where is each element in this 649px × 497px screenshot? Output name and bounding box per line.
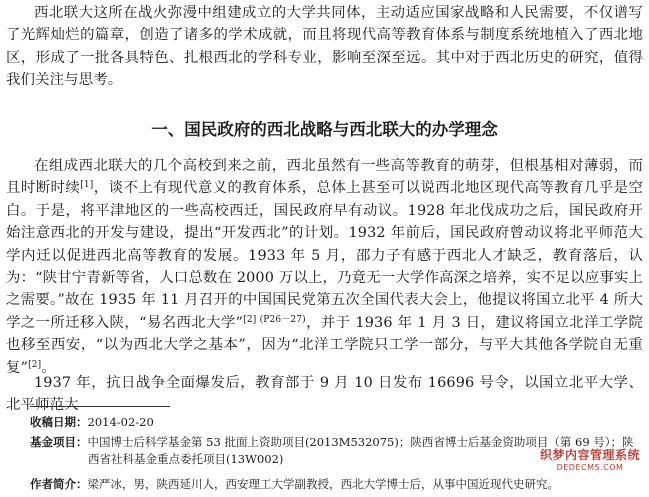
section-heading: 一、国民政府的西北战略与西北联大的办学理念 <box>151 120 498 139</box>
fund-value: 中国博士后科学基金第 53 批面上资助项目(2013M532075)；陕西省博士后基金资助项目（第 69 号）；陕 <box>87 435 634 449</box>
footnote-received <box>30 414 642 431</box>
fund-label: 基金项目： <box>30 435 88 449</box>
next-paragraph: 1937 年，抗日战争全面爆发后，教育部于 9 月 10 日发布 16696 号令，以国立北平大学、北平师范大 <box>6 375 643 414</box>
citation-2: [2] (P26－27) <box>243 314 306 325</box>
watermark-text: 织梦内容管理系统 <box>539 448 640 462</box>
watermark-url: DEDECMS.COM <box>556 463 624 472</box>
watermark <box>535 446 645 472</box>
body-text-3: ，并于 1936 年 1 月 3 日，建议将国立北洋工学院也移至西安，“以为西北大学之基本”，因为“北洋工学院只工学一部分，与平大其他各学院自无重复” <box>6 314 644 376</box>
intro-paragraph: 西北联大这所在战火弥漫中组建成立的大学共同体，主动适应国家战略和人民需要，不仅谱写了光辉灿烂的篇章，创造了诸多的学术成就，而且将现代高等教育体系与制度系统地植入了西北地区，形成了一批各具特色、扎根西北的学科专业，影响至深至远。其中对于西北历史的研究，值得我们关注与思考。 <box>6 5 643 89</box>
author-label: 作者简介： <box>30 477 88 491</box>
body-text-2: ，谈不上有现代意义的教育体系，总体上甚至可以说西北地区现代高等教育几乎是空白。于是，将平津地区的一些高校西迁，国民政府早有动议。1928 年北伐成功之后，国民政府开始注意西北的开发与建设，提出“开发西北”的计划。1932 年前后，国民政府曾动议将北平师范大学内迁以促进西北高等教育的发展。1933 年 5 月，邵力子有感于西北人才缺乏，教育落后，认为：“陕甘宁青新等省，人口总数在 2000 万以上，乃竟无一大学作高深之培养，实不足以应事实上之需要。”故在 1935 年 11 月召开的中国国民党第五次全国代表大会上，他提议将国立北平 4 所大学之一所迁移入陕，“易名西北大学” <box>6 180 643 331</box>
fund-value-continued: 西省社科基金重点委托项目(13W002) <box>88 452 284 466</box>
body-text-4: 。 <box>41 359 56 376</box>
received-value: 2014-02-20 <box>87 415 154 429</box>
author-value: 梁严冰，男，陕西延川人，西安理工大学副教授，西北大学博士后，从事中国近现代史研究。 <box>87 477 559 491</box>
footnote-divider <box>30 406 170 407</box>
footnote-author <box>30 476 642 493</box>
received-label: 收稿日期： <box>30 415 88 429</box>
body-paragraph <box>6 155 643 379</box>
citation-1: [1] <box>80 180 94 191</box>
body-text-1: 在组成西北联大的几个高校到来之前，西北虽然有一些高等教育的萌芽，但根基相对薄弱，而且时断时续 <box>6 158 643 197</box>
citation-3: [2] <box>28 359 42 370</box>
